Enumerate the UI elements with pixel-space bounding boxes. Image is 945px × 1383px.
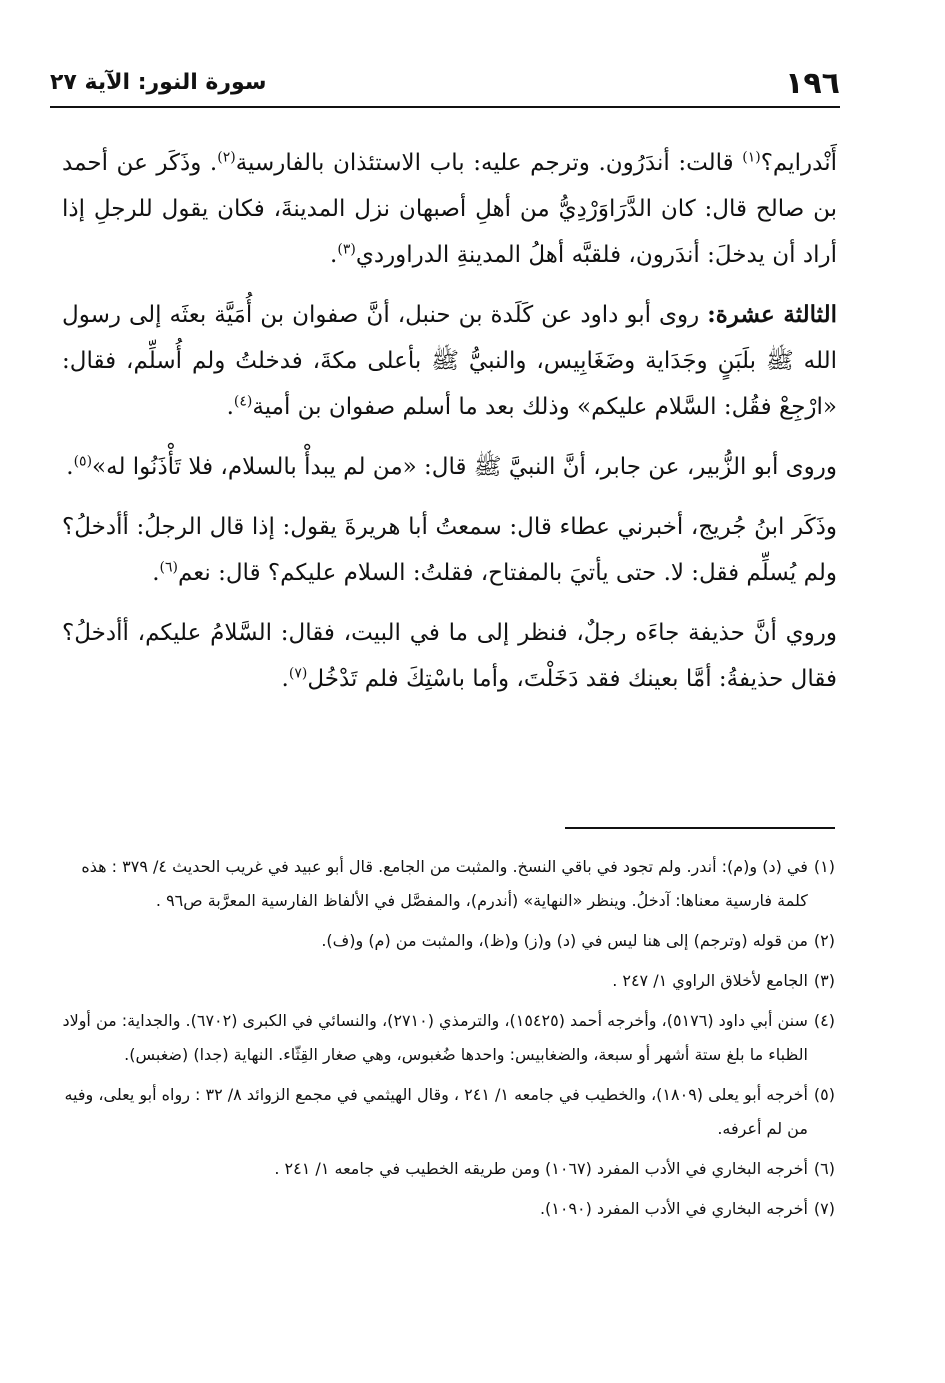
footnote-number: (٤)	[813, 1011, 835, 1030]
footnote	[62, 1192, 835, 1226]
footnote-separator	[565, 827, 835, 829]
footnote-ref[interactable]: (٦)	[159, 559, 178, 576]
paragraph-text: .	[152, 560, 160, 586]
paragraph-text: أَنْدرايم؟	[760, 150, 837, 176]
paragraph-text: . وذَكَر عن أحمد بن صالح قال: كان الدَّرَاوَرْدِيُّ من أهلِ أصبهان نزل المدينةَ، فكان يقول للرجلِ إذا أراد أن يدخلَ: أندَرون، فلقبَّه أهلُ المدينةِ الدراوردي	[62, 150, 837, 268]
footnote-text: أخرجه أبو يعلى (١٨٠٩)، والخطيب في جامعه ١/ ٢٤١ ، وقال الهيثمي في مجمع الزوائد ٨/ ٣٢ : رواه أبو يعلى، وفيه من لم أعرفه.	[64, 1085, 808, 1138]
surah-title: سورة النور: الآية ٢٧	[50, 70, 267, 95]
footnote	[62, 964, 835, 998]
section-heading: الثالثة عشرة:	[707, 301, 837, 328]
paragraph-text: وروي أنَّ حذيفة جاءَه رجلٌ، فنظر إلى ما في البيت، فقال: السَّلامُ عليكم، أأدخلُ؟ فقال حذيفةُ: أمَّا بعينك فقد دَخَلْتَ، وأما باسْتِكَ فلم تَدْخُل	[62, 620, 837, 692]
paragraph-text: روى أبو داود عن كَلَدة بن حنبل، أنَّ صفوان بن أُمَيَّة بعثَه إلى رسول الله ﷺ بلَبَنٍ وجَدَاية وضَغَابِيس، والنبيُّ ﷺ بأعلى مكةَ، فدخلتُ ولم أُسلِّم، فقال: «ارْجِعْ فقُل: السَّلام عليكم» وذلك بعد ما أسلم صفوان بن أمية	[62, 302, 837, 420]
footnote-text: أخرجه البخاري في الأدب المفرد (١٠٦٧) ومن طريقه الخطيب في جامعه ١/ ٢٤١ .	[274, 1159, 808, 1178]
footnote-number: (١)	[813, 857, 835, 876]
footnote-text: سنن أبي داود (٥١٧٦)، وأخرجه أحمد (١٥٤٢٥)، والترمذي (٢٧١٠)، والنسائي في الكبرى (٦٧٠٢). والجداية: من أولاد الظباء ما بلغ ستة أشهر أو سبعة، والضغابيس: واحدها ضُغبوس، وهي صغار القِثّاء. النهاية (جدا) (ضغبس).	[62, 1011, 808, 1064]
footnote-ref[interactable]: (٣)	[337, 241, 356, 258]
main-text	[62, 140, 837, 716]
paragraph	[62, 140, 837, 278]
footnote-number: (٣)	[813, 971, 835, 990]
footnote	[62, 924, 835, 958]
footnote-text: أخرجه البخاري في الأدب المفرد (١٠٩٠).	[539, 1199, 808, 1218]
footnote	[62, 1152, 835, 1186]
page-number: ١٩٦	[785, 66, 840, 101]
paragraph	[62, 610, 837, 702]
footnote-number: (٢)	[813, 931, 835, 950]
footnote	[62, 1004, 835, 1072]
footnote-text: في (د) و(م): أندر. ولم تجود في باقي النسخ. والمثبت من الجامع. قال أبو عبيد في غريب الحديث ٤/ ٣٧٩ : هذه كلمة فارسية معناها: آدخلُ. وينظر «النهاية» (أندرم)، والمفصَّل في الألفاظ الفارسية المعرَّبة ص٩٦ .	[81, 857, 808, 910]
footnote-number: (٦)	[813, 1159, 835, 1178]
footnote-ref[interactable]: (٥)	[73, 453, 93, 470]
header-rule	[50, 106, 840, 108]
footnote-number: (٥)	[813, 1085, 835, 1104]
footnote-ref[interactable]: (٢)	[217, 149, 236, 166]
footnotes	[62, 850, 835, 1232]
paragraph-text: .	[281, 666, 289, 692]
paragraph-text: .	[330, 242, 338, 268]
paragraph	[62, 444, 837, 490]
running-header	[50, 66, 840, 100]
paragraph	[62, 292, 837, 430]
footnote	[62, 850, 835, 918]
paragraph-text: .	[226, 394, 234, 420]
footnote-text: من قوله (وترجم) إلى هنا ليس في (د) و(ز) و(ظ)، والمثبت من (م) و(ف).	[321, 931, 808, 950]
footnote-number: (٧)	[813, 1199, 835, 1218]
paragraph-text: قالت: أندَرُون. وترجم عليه: باب الاستئذان بالفارسية	[235, 150, 743, 176]
paragraph-text: .	[66, 454, 74, 480]
footnote-ref[interactable]: (٤)	[233, 393, 253, 410]
footnote-text: الجامع لأخلاق الراوي ١/ ٢٤٧ .	[612, 971, 808, 990]
footnote	[62, 1078, 835, 1146]
paragraph	[62, 504, 837, 596]
paragraph-text: وذَكَر ابنُ جُريج، أخبرني عطاء قال: سمعتُ أبا هريرةَ يقول: إذا قال الرجلُ: أأدخلُ؟ ولم يُسلِّم فقل: لا. حتى يأتيَ بالمفتاح، فقلتُ: السلام عليكم؟ قال: نعم	[62, 514, 837, 586]
footnote-ref[interactable]: (١)	[742, 149, 761, 166]
paragraph-text: وروى أبو الزُّبير، عن جابر، أنَّ النبيَّ ﷺ قال: «من لم يبدأْ بالسلام، فلا تَأْذَنُوا له»	[92, 454, 837, 480]
footnote-ref[interactable]: (٧)	[288, 665, 308, 682]
